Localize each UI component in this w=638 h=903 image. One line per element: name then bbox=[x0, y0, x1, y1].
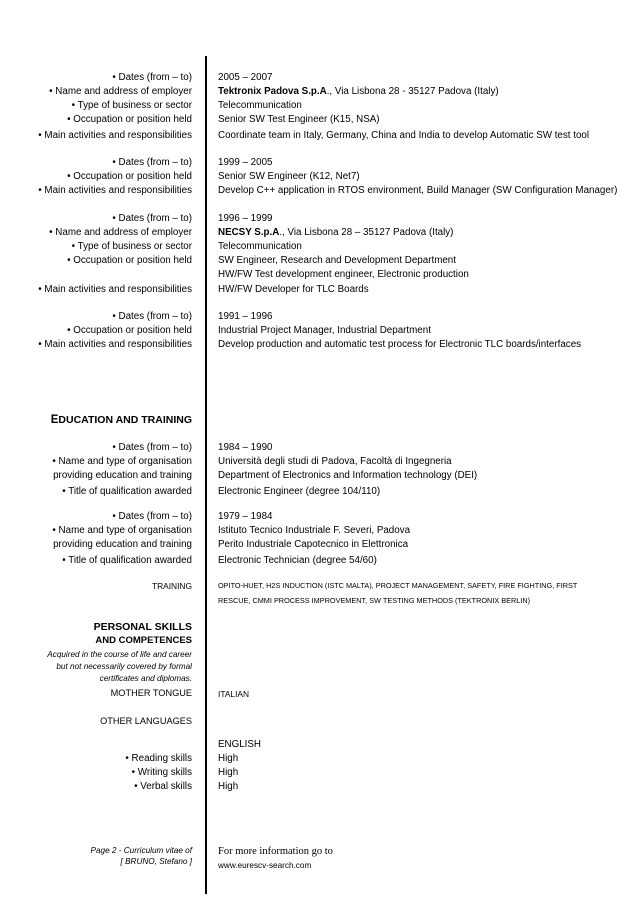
label-business: • Type of business or sector bbox=[71, 100, 192, 111]
label-activities: • Main activities and responsibilities bbox=[38, 284, 192, 295]
skills-note-1: Acquired in the course of life and career bbox=[47, 650, 192, 659]
label-activities: • Main activities and responsibilities bbox=[38, 130, 192, 141]
edu-dates: 1979 – 1984 bbox=[218, 511, 273, 522]
edu-qualification: Electronic Engineer (degree 104/110) bbox=[218, 486, 381, 497]
skills-note-3: certificates and diplomas. bbox=[99, 674, 192, 683]
edu-organisation-2: Perito Industriale Capotecnico in Elettronica bbox=[218, 539, 409, 550]
work-dates: 1991 – 1996 bbox=[218, 311, 273, 322]
label-activities: • Main activities and responsibilities bbox=[38, 339, 192, 350]
work-dates: 1996 – 1999 bbox=[218, 213, 273, 224]
work-position: SW Engineer, Research and Development Department bbox=[218, 255, 456, 266]
label-position: • Occupation or position held bbox=[67, 171, 192, 182]
edu-organisation: Università degli studi di Padova, Facoltà di Ingegneria bbox=[218, 456, 452, 467]
edu-dates: 1984 – 1990 bbox=[218, 442, 273, 453]
footer-page-label: Page 2 - Curriculum vitae of bbox=[90, 846, 192, 855]
label-qualification: • Title of qualification awarded bbox=[62, 555, 192, 566]
label-organisation: • Name and type of organisation bbox=[52, 525, 192, 536]
work-employer: NECSY S.p.A., Via Lisbona 28 – 35127 Padova (Italy) bbox=[218, 227, 454, 238]
section-heading-skills: PERSONAL SKILLS bbox=[93, 621, 192, 633]
label-dates: • Dates (from – to) bbox=[112, 157, 192, 168]
label-organisation: • Name and type of organisation bbox=[52, 456, 192, 467]
work-dates: 2005 – 2007 bbox=[218, 72, 273, 83]
work-activities: Develop C++ application in RTOS environment, Build Manager (SW Configuration Manager) bbox=[218, 185, 618, 196]
label-position: • Occupation or position held bbox=[67, 255, 192, 266]
work-employer: Tektronix Padova S.p.A., Via Lisbona 28 - 35127 Padova (Italy) bbox=[218, 86, 499, 97]
label-employer: • Name and address of employer bbox=[49, 227, 192, 238]
column-divider bbox=[205, 56, 207, 894]
footer-name: [ BRUNO, Stefano ] bbox=[120, 857, 192, 866]
work-position-2: HW/FW Test development engineer, Electronic production bbox=[218, 269, 469, 280]
work-dates: 1999 – 2005 bbox=[218, 157, 273, 168]
training-line-1: OPITO-HUET, H2S INDUCTION (ISTC MALTA), PROJECT MANAGEMENT, SAFETY, FIRE FIGHTING, FIRST bbox=[218, 581, 578, 590]
label-training: TRAINING bbox=[151, 581, 192, 591]
label-activities: • Main activities and responsibilities bbox=[38, 185, 192, 196]
label-dates: • Dates (from – to) bbox=[112, 442, 192, 453]
verbal-level: High bbox=[218, 781, 239, 792]
label-position: • Occupation or position held bbox=[67, 325, 192, 336]
label-employer: • Name and address of employer bbox=[49, 86, 192, 97]
work-position: Senior SW Test Engineer (K15, NSA) bbox=[218, 114, 380, 125]
edu-organisation-2: Department of Electronics and Information technology (DEI) bbox=[218, 470, 478, 481]
mother-tongue: ITALIAN bbox=[218, 689, 250, 699]
label-dates: • Dates (from – to) bbox=[112, 72, 192, 83]
label-organisation-2: providing education and training bbox=[53, 470, 192, 481]
label-writing: • Writing skills bbox=[131, 767, 192, 778]
label-reading: • Reading skills bbox=[125, 753, 192, 764]
label-dates: • Dates (from – to) bbox=[112, 213, 192, 224]
skills-note-2: but not necessarily covered by formal bbox=[56, 662, 192, 671]
label-qualification: • Title of qualification awarded bbox=[62, 486, 192, 497]
label-mother-tongue: MOTHER TONGUE bbox=[110, 688, 192, 698]
work-position: Senior SW Engineer (K12, Net7) bbox=[218, 171, 360, 182]
edu-organisation: Istituto Tecnico Industriale F. Severi, Padova bbox=[218, 525, 411, 536]
section-heading-skills-2: AND COMPETENCES bbox=[95, 635, 192, 646]
label-other-languages: OTHER LANGUAGES bbox=[100, 716, 192, 726]
work-business: Telecommunication bbox=[218, 100, 302, 111]
work-activities: HW/FW Developer for TLC Boards bbox=[218, 284, 369, 295]
footer-link[interactable]: www.eurescv-search.com bbox=[218, 861, 312, 870]
writing-level: High bbox=[218, 767, 239, 778]
work-business: Telecommunication bbox=[218, 241, 302, 252]
label-dates: • Dates (from – to) bbox=[112, 311, 192, 322]
label-dates: • Dates (from – to) bbox=[112, 511, 192, 522]
edu-qualification: Electronic Technician (degree 54/60) bbox=[218, 555, 377, 566]
language-name: ENGLISH bbox=[218, 739, 262, 750]
work-activities: Develop production and automatic test process for Electronic TLC boards/interfaces bbox=[218, 339, 582, 350]
label-position: • Occupation or position held bbox=[67, 114, 192, 125]
training-line-2: RESCUE, CMMI PROCESS IMPROVEMENT, SW TESTING METHODS (TEKTRONIX BERLIN) bbox=[218, 596, 531, 605]
label-organisation-2: providing education and training bbox=[53, 539, 192, 550]
label-business: • Type of business or sector bbox=[71, 241, 192, 252]
label-verbal: • Verbal skills bbox=[134, 781, 192, 792]
reading-level: High bbox=[218, 753, 239, 764]
section-heading-education: EDUCATION AND TRAINING bbox=[50, 414, 192, 426]
footer-info: For more information go to bbox=[218, 846, 333, 857]
work-activities: Coordinate team in Italy, Germany, China and India to develop Automatic SW test tool bbox=[218, 130, 590, 141]
work-position: Industrial Project Manager, Industrial Department bbox=[218, 325, 431, 336]
